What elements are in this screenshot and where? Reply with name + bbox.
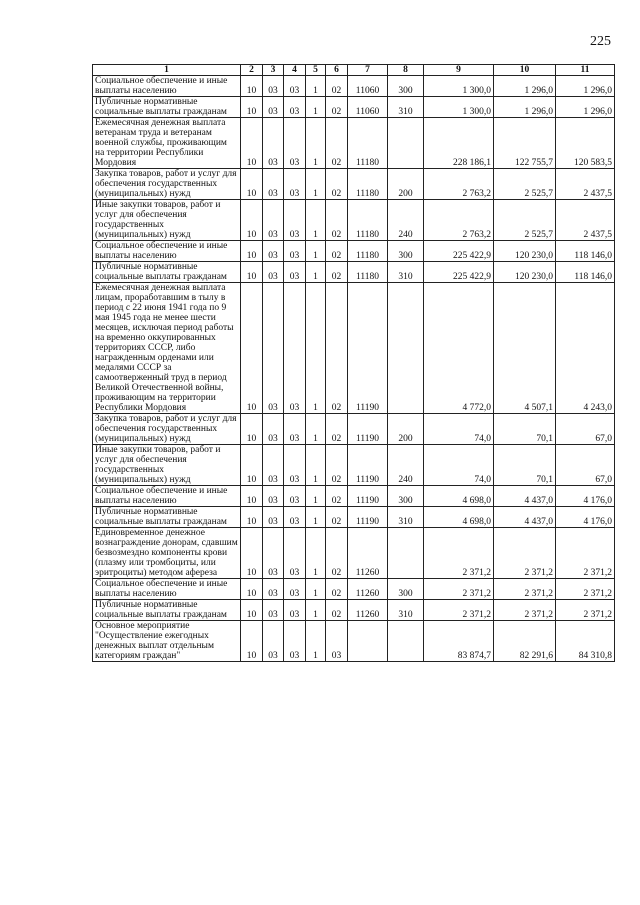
code-cell: 02: [326, 76, 348, 97]
row-name-cell: Ежемесячная денежная выплата лицам, проработавшим в тылу в период с 22 июня 1941 года по 9 мая 1945 года не менее шести месяцев, исключая период работы на временно оккупированных территориях СССР, либо награжденным орденами или медалями СССР за самоотверженный труд в период Великой Отечественной войны, проживающим на территории Республики Мордовия: [93, 283, 241, 414]
code-cell: 1: [306, 414, 326, 445]
code-cell: 10: [241, 262, 263, 283]
code-cell: 1: [306, 241, 326, 262]
code-cell: 300: [388, 241, 424, 262]
code-cell: 03: [263, 262, 284, 283]
code-cell: [388, 283, 424, 414]
code-cell: 11190: [348, 283, 388, 414]
code-cell: 03: [284, 579, 306, 600]
code-cell: 03: [284, 200, 306, 241]
code-cell: 300: [388, 76, 424, 97]
row-name-cell: Социальное обеспечение и иные выплаты населению: [93, 241, 241, 262]
table-row: [93, 262, 615, 283]
code-cell: 03: [284, 414, 306, 445]
amount-cell: 2 371,2: [556, 579, 615, 600]
code-cell: 03: [263, 414, 284, 445]
table-row: [93, 76, 615, 97]
code-cell: 03: [263, 579, 284, 600]
code-cell: 02: [326, 445, 348, 486]
table-row: [93, 118, 615, 169]
code-cell: 02: [326, 600, 348, 621]
code-cell: 11180: [348, 262, 388, 283]
code-cell: 1: [306, 200, 326, 241]
amount-cell: 4 698,0: [424, 486, 494, 507]
amount-cell: 70,1: [494, 414, 556, 445]
row-name-cell: Закупка товаров, работ и услуг для обеспечения государственных (муниципальных) нужд: [93, 169, 241, 200]
amount-cell: 1 300,0: [424, 76, 494, 97]
amount-cell: 2 371,2: [494, 600, 556, 621]
code-cell: [388, 118, 424, 169]
amount-cell: 4 243,0: [556, 283, 615, 414]
amount-cell: 2 371,2: [424, 528, 494, 579]
code-cell: 03: [263, 118, 284, 169]
code-cell: 11180: [348, 118, 388, 169]
code-cell: 03: [263, 97, 284, 118]
amount-cell: 2 371,2: [556, 600, 615, 621]
code-cell: 10: [241, 507, 263, 528]
code-cell: 11180: [348, 200, 388, 241]
code-cell: 10: [241, 169, 263, 200]
code-cell: 03: [263, 283, 284, 414]
code-cell: 310: [388, 507, 424, 528]
budget-table: [92, 64, 615, 662]
row-name-cell: Публичные нормативные социальные выплаты гражданам: [93, 507, 241, 528]
code-cell: 11190: [348, 414, 388, 445]
amount-cell: 4 176,0: [556, 507, 615, 528]
amount-cell: 2 371,2: [424, 579, 494, 600]
code-cell: 11190: [348, 507, 388, 528]
code-cell: 11190: [348, 445, 388, 486]
code-cell: 10: [241, 600, 263, 621]
code-cell: 03: [263, 76, 284, 97]
code-cell: 02: [326, 97, 348, 118]
code-cell: 1: [306, 262, 326, 283]
table-row: [93, 579, 615, 600]
code-cell: 03: [284, 507, 306, 528]
amount-cell: 122 755,7: [494, 118, 556, 169]
row-name-cell: Социальное обеспечение и иные выплаты населению: [93, 486, 241, 507]
amount-cell: 1 296,0: [556, 76, 615, 97]
table-row: [93, 600, 615, 621]
amount-cell: 84 310,8: [556, 621, 615, 662]
code-cell: 02: [326, 414, 348, 445]
table-row: [93, 283, 615, 414]
amount-cell: 4 772,0: [424, 283, 494, 414]
amount-cell: 2 437,5: [556, 169, 615, 200]
code-cell: 03: [284, 169, 306, 200]
code-cell: [388, 621, 424, 662]
code-cell: 1: [306, 76, 326, 97]
code-cell: 03: [263, 241, 284, 262]
row-name-cell: Иные закупки товаров, работ и услуг для обеспечения государственных (муниципальных) нужд: [93, 445, 241, 486]
table-row: [93, 169, 615, 200]
code-cell: 11260: [348, 528, 388, 579]
amount-cell: 118 146,0: [556, 262, 615, 283]
code-cell: 1: [306, 169, 326, 200]
code-cell: 10: [241, 414, 263, 445]
code-cell: 03: [263, 600, 284, 621]
column-header: 4: [284, 65, 306, 76]
column-header: 11: [556, 65, 615, 76]
amount-cell: 120 583,5: [556, 118, 615, 169]
amount-cell: 74,0: [424, 414, 494, 445]
amount-cell: 4 176,0: [556, 486, 615, 507]
amount-cell: 2 525,7: [494, 169, 556, 200]
code-cell: 02: [326, 241, 348, 262]
code-cell: [348, 621, 388, 662]
code-cell: 10: [241, 579, 263, 600]
code-cell: 10: [241, 445, 263, 486]
code-cell: 310: [388, 600, 424, 621]
code-cell: 11260: [348, 579, 388, 600]
code-cell: 1: [306, 507, 326, 528]
amount-cell: 2 371,2: [494, 579, 556, 600]
amount-cell: 225 422,9: [424, 241, 494, 262]
amount-cell: 1 296,0: [494, 97, 556, 118]
code-cell: 02: [326, 169, 348, 200]
row-name-cell: Основное мероприятие "Осуществление ежегодных денежных выплат отдельным категориям граждан": [93, 621, 241, 662]
code-cell: 03: [263, 528, 284, 579]
amount-cell: 2 763,2: [424, 169, 494, 200]
code-cell: 03: [284, 118, 306, 169]
amount-cell: 4 698,0: [424, 507, 494, 528]
amount-cell: 118 146,0: [556, 241, 615, 262]
code-cell: 03: [263, 621, 284, 662]
code-cell: 1: [306, 528, 326, 579]
code-cell: 10: [241, 76, 263, 97]
table-row: [93, 445, 615, 486]
code-cell: 03: [284, 445, 306, 486]
table-row: [93, 507, 615, 528]
code-cell: 03: [284, 528, 306, 579]
row-name-cell: Иные закупки товаров, работ и услуг для обеспечения государственных (муниципальных) нужд: [93, 200, 241, 241]
code-cell: 11060: [348, 76, 388, 97]
code-cell: 02: [326, 507, 348, 528]
code-cell: 03: [284, 486, 306, 507]
code-cell: 02: [326, 200, 348, 241]
amount-cell: 2 371,2: [556, 528, 615, 579]
code-cell: 11260: [348, 600, 388, 621]
amount-cell: 83 874,7: [424, 621, 494, 662]
code-cell: 02: [326, 528, 348, 579]
code-cell: 1: [306, 97, 326, 118]
amount-cell: 120 230,0: [494, 241, 556, 262]
code-cell: 310: [388, 262, 424, 283]
code-cell: 03: [263, 486, 284, 507]
code-cell: 1: [306, 486, 326, 507]
code-cell: [388, 528, 424, 579]
table-row: [93, 200, 615, 241]
code-cell: 200: [388, 169, 424, 200]
code-cell: 240: [388, 445, 424, 486]
row-name-cell: Единовременное денежное вознаграждение донорам, сдавшим безвозмездно компоненты крови (плазму или тромбоциты, или эритроциты) методом афереза: [93, 528, 241, 579]
amount-cell: 2 525,7: [494, 200, 556, 241]
code-cell: 300: [388, 579, 424, 600]
page-number: 225: [590, 34, 611, 49]
code-cell: 200: [388, 414, 424, 445]
amount-cell: 1 300,0: [424, 97, 494, 118]
column-header: 7: [348, 65, 388, 76]
code-cell: 1: [306, 118, 326, 169]
code-cell: 1: [306, 579, 326, 600]
row-name-cell: Публичные нормативные социальные выплаты гражданам: [93, 262, 241, 283]
amount-cell: 70,1: [494, 445, 556, 486]
code-cell: 1: [306, 600, 326, 621]
code-cell: 240: [388, 200, 424, 241]
code-cell: 10: [241, 200, 263, 241]
code-cell: 03: [326, 621, 348, 662]
amount-cell: 82 291,6: [494, 621, 556, 662]
amount-cell: 228 186,1: [424, 118, 494, 169]
code-cell: 10: [241, 118, 263, 169]
code-cell: 300: [388, 486, 424, 507]
code-cell: 02: [326, 283, 348, 414]
code-cell: 03: [284, 97, 306, 118]
code-cell: 1: [306, 621, 326, 662]
column-header: 9: [424, 65, 494, 76]
code-cell: 10: [241, 283, 263, 414]
amount-cell: 2 763,2: [424, 200, 494, 241]
code-cell: 10: [241, 97, 263, 118]
code-cell: 03: [263, 200, 284, 241]
column-header: 1: [93, 65, 241, 76]
row-name-cell: Публичные нормативные социальные выплаты гражданам: [93, 600, 241, 621]
code-cell: 11060: [348, 97, 388, 118]
code-cell: 03: [284, 283, 306, 414]
row-name-cell: Публичные нормативные социальные выплаты гражданам: [93, 97, 241, 118]
code-cell: 03: [284, 621, 306, 662]
code-cell: 02: [326, 579, 348, 600]
column-header: 6: [326, 65, 348, 76]
amount-cell: 225 422,9: [424, 262, 494, 283]
code-cell: 02: [326, 486, 348, 507]
table-row: [93, 97, 615, 118]
column-header: 3: [263, 65, 284, 76]
code-cell: 03: [284, 600, 306, 621]
column-header: 10: [494, 65, 556, 76]
amount-cell: 4 437,0: [494, 486, 556, 507]
table-row: [93, 414, 615, 445]
code-cell: 02: [326, 262, 348, 283]
code-cell: 03: [284, 262, 306, 283]
code-cell: 11180: [348, 241, 388, 262]
code-cell: 11190: [348, 486, 388, 507]
amount-cell: 2 371,2: [424, 600, 494, 621]
code-cell: 1: [306, 445, 326, 486]
amount-cell: 120 230,0: [494, 262, 556, 283]
amount-cell: 74,0: [424, 445, 494, 486]
column-header: 8: [388, 65, 424, 76]
amount-cell: 2 437,5: [556, 200, 615, 241]
amount-cell: 1 296,0: [556, 97, 615, 118]
amount-cell: 67,0: [556, 445, 615, 486]
code-cell: 03: [263, 445, 284, 486]
row-name-cell: Социальное обеспечение и иные выплаты населению: [93, 76, 241, 97]
table-header-row: [93, 65, 615, 76]
row-name-cell: Закупка товаров, работ и услуг для обеспечения государственных (муниципальных) нужд: [93, 414, 241, 445]
code-cell: 10: [241, 621, 263, 662]
code-cell: 02: [326, 118, 348, 169]
amount-cell: 4 437,0: [494, 507, 556, 528]
code-cell: 10: [241, 241, 263, 262]
row-name-cell: Социальное обеспечение и иные выплаты населению: [93, 579, 241, 600]
code-cell: 10: [241, 486, 263, 507]
amount-cell: 2 371,2: [494, 528, 556, 579]
amount-cell: 67,0: [556, 414, 615, 445]
code-cell: 11180: [348, 169, 388, 200]
table-row: [93, 486, 615, 507]
column-header: 5: [306, 65, 326, 76]
table-row: [93, 241, 615, 262]
code-cell: 03: [284, 241, 306, 262]
amount-cell: 4 507,1: [494, 283, 556, 414]
column-header: 2: [241, 65, 263, 76]
row-name-cell: Ежемесячная денежная выплата ветеранам труда и ветеранам военной службы, проживающим на территории Республики Мордовия: [93, 118, 241, 169]
code-cell: 03: [263, 507, 284, 528]
amount-cell: 1 296,0: [494, 76, 556, 97]
code-cell: 03: [284, 76, 306, 97]
code-cell: 310: [388, 97, 424, 118]
code-cell: 10: [241, 528, 263, 579]
code-cell: 1: [306, 283, 326, 414]
table-row: [93, 621, 615, 662]
table-row: [93, 528, 615, 579]
code-cell: 03: [263, 169, 284, 200]
